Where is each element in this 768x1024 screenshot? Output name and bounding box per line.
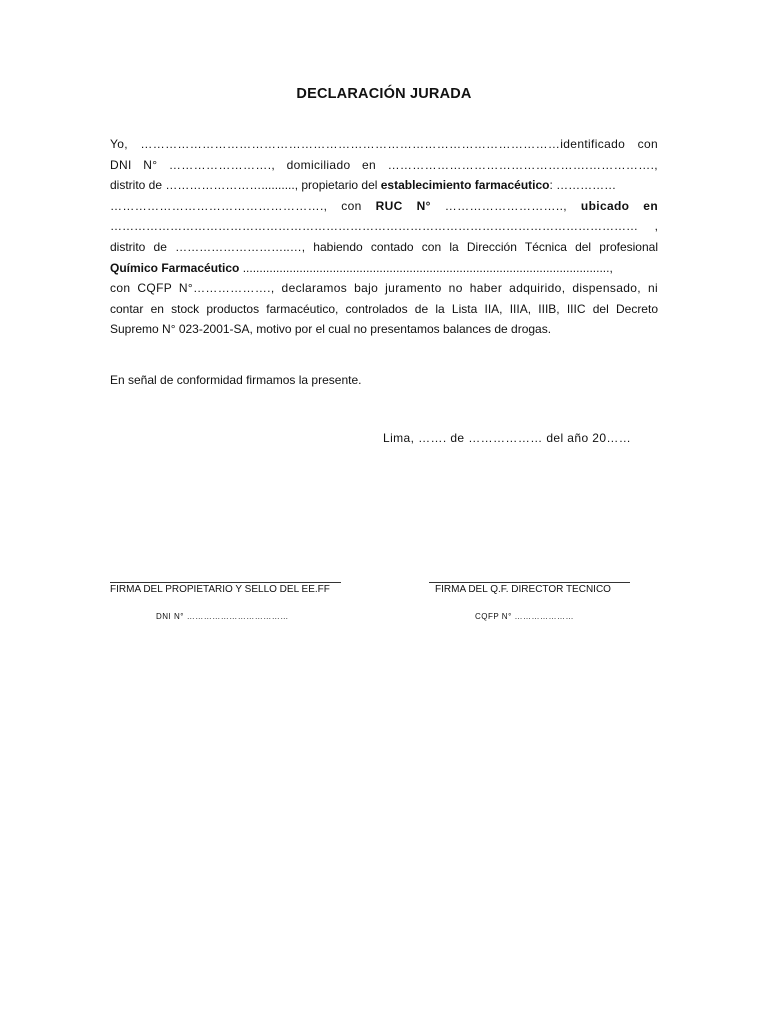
paragraph-line-3 bbox=[110, 175, 658, 196]
paragraph-line-8 bbox=[110, 278, 658, 299]
text-segment: DNI N° ……………………., domiciliado en ………………………………………….……………., bbox=[110, 157, 658, 172]
text-segment: : …………… bbox=[549, 178, 617, 193]
paragraph-line-2 bbox=[110, 155, 658, 176]
text-segment: Yo, …………………………………………………………………………………………identificado con bbox=[110, 137, 658, 151]
director-cqfp-field: CQFP N° ………………… bbox=[475, 612, 574, 621]
owner-signature-line bbox=[110, 582, 341, 583]
paragraph-line-4 bbox=[110, 196, 658, 217]
conformidad-text: En señal de conformidad firmamos la presente. bbox=[110, 373, 362, 387]
declaration-paragraph bbox=[110, 134, 658, 340]
page-title: DECLARACIÓN JURADA bbox=[296, 86, 472, 102]
quimico-farmaceutico-label: Químico Farmacéutico bbox=[110, 260, 240, 275]
ruc-label: RUC N° bbox=[375, 198, 431, 213]
paragraph-line-5 bbox=[110, 216, 658, 237]
text-segment: contar en stock productos farmacéutico, controlados de la Lista IIA, IIIA, IIIB, IIIC del Decreto bbox=[110, 301, 658, 316]
establecimiento-farmaceutico-label: establecimiento farmacéutico bbox=[380, 178, 550, 193]
paragraph-line-1 bbox=[110, 134, 658, 155]
paragraph-line-6 bbox=[110, 237, 658, 258]
text-segment: .............................................................................................................., bbox=[239, 260, 613, 275]
date-line: Lima, ……. de ……………… del año 20…… bbox=[383, 431, 632, 445]
paragraph-line-10 bbox=[110, 319, 658, 340]
text-segment: Supremo N° 023-2001-SA, motivo por el cual no presentamos balances de drogas. bbox=[110, 322, 552, 337]
text-segment: distrito de ………………………..…, habiendo contado con la Dirección Técnica del profesional bbox=[110, 239, 658, 254]
text-segment: …………………………………………………………………………………………………………………… , bbox=[110, 219, 658, 234]
text-segment: ……………………………………………., con bbox=[110, 198, 376, 213]
ubicado-en-label: ubicado en bbox=[580, 198, 658, 213]
paragraph-line-7 bbox=[110, 258, 658, 279]
owner-signature-label: FIRMA DEL PROPIETARIO Y SELLO DEL EE.FF bbox=[110, 584, 330, 595]
text-segment: distrito de …………………….........., propietario del bbox=[110, 178, 381, 193]
paragraph-line-9 bbox=[110, 299, 658, 320]
director-signature-label: FIRMA DEL Q.F. DIRECTOR TECNICO bbox=[435, 584, 611, 595]
text-segment: ……………………….., bbox=[444, 198, 581, 213]
owner-dni-field: DNI N° ……………………………… bbox=[156, 612, 289, 621]
director-signature-line bbox=[429, 582, 630, 583]
text-segment: con CQFP N°………………., declaramos bajo juramento no haber adquirido, dispensado, ni bbox=[110, 281, 658, 296]
